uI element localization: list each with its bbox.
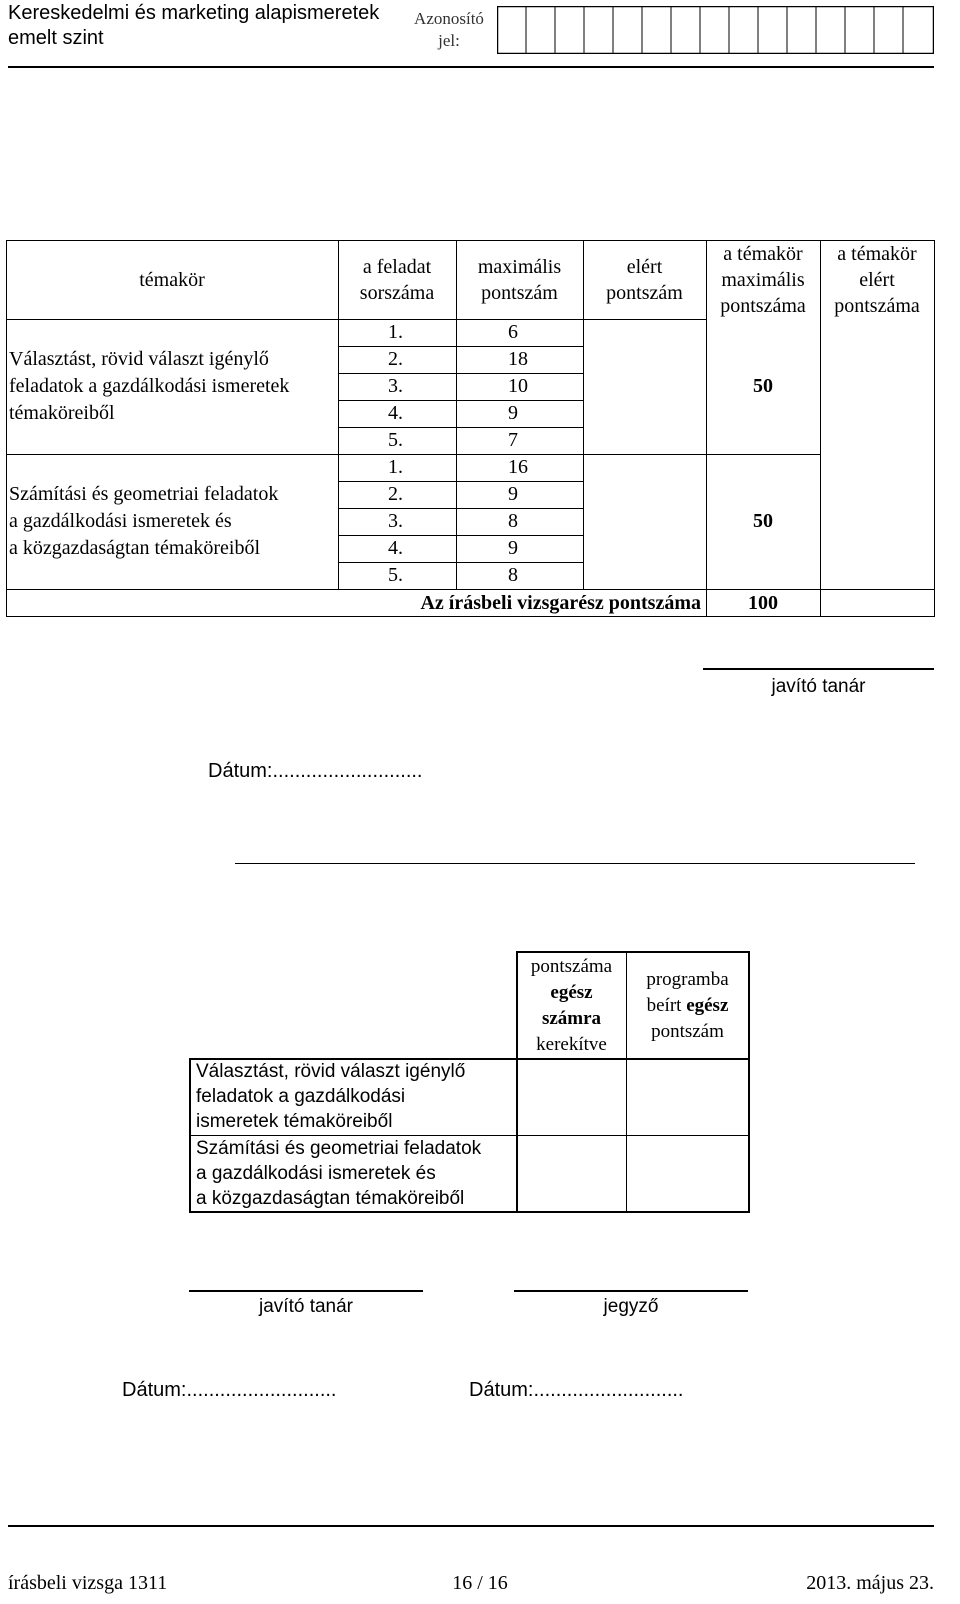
signature-line-left[interactable] [189, 1290, 423, 1292]
row1-label-1: Választást, rövid választ igénylő [196, 1061, 466, 1082]
table-cell: 1. [388, 456, 403, 478]
row2-rounded-score-field[interactable] [518, 1136, 626, 1211]
row2-label-1: Számítási és geometriai feladatok [196, 1138, 482, 1159]
group2-name-1: Számítási és geometriai feladatok [9, 483, 279, 505]
header-tmax-1: a témakör [723, 243, 803, 265]
summary-label: Az írásbeli vizsgarész pontszáma [420, 592, 701, 614]
page-number: 16 / 16 [452, 1572, 508, 1594]
signature-line[interactable] [703, 668, 934, 670]
id-label-line1: Azonosító [414, 9, 484, 28]
table-cell: 6 [508, 321, 518, 343]
table-cell: 3. [388, 510, 403, 532]
row1-program-score-field[interactable] [627, 1060, 748, 1135]
table-cell: 2. [388, 483, 403, 505]
table-cell: 7 [508, 429, 518, 451]
summary-value: 100 [748, 592, 778, 614]
col2-header-2 [627, 993, 748, 1019]
row2-label-2: a gazdálkodási ismeretek és [196, 1163, 436, 1184]
header-telert-2: elért [859, 269, 895, 291]
row1-label-3: ismeretek témaköreiből [196, 1111, 393, 1132]
table-cell: 16 [508, 456, 528, 478]
col1-header-4: kerekítve [536, 1034, 607, 1055]
signature-line-right[interactable] [514, 1290, 748, 1292]
table-cell: 9 [508, 537, 518, 559]
col1-header-1: pontszáma [530, 956, 613, 977]
signature-left-label: javító tanár [259, 1296, 353, 1317]
table-cell: 10 [508, 375, 528, 397]
header-telert-1: a témakör [837, 243, 917, 265]
col2-header-3: pontszám [651, 1021, 724, 1042]
table-cell: 18 [508, 348, 528, 370]
group1-total: 50 [753, 375, 773, 397]
header-temakor: témakör [139, 269, 205, 291]
date-field-right[interactable]: Dátum:........................... [469, 1379, 684, 1401]
group1-name-2: feladatok a gazdálkodási ismeretek [9, 375, 290, 397]
group1-name-1: Választást, rövid választ igénylő [9, 348, 269, 370]
header-title-line2: emelt szint [8, 27, 104, 49]
col2-header-1: programba [646, 969, 729, 990]
table-cell: 9 [508, 483, 518, 505]
table-cell: 3. [388, 375, 403, 397]
row2-label-3: a közgazdaságtan témaköreiből [196, 1188, 465, 1209]
table-cell: 5. [388, 564, 403, 586]
header-elert-1: elért [626, 256, 663, 278]
group1-name-3: témaköreiből [9, 402, 115, 424]
footer-rule [8, 1525, 934, 1527]
group2-total: 50 [753, 510, 773, 532]
row2-program-score-field[interactable] [627, 1136, 748, 1211]
table-cell: 1. [388, 321, 403, 343]
table-cell: 4. [388, 537, 403, 559]
header-title-line1: Kereskedelmi és marketing alapismeretek [8, 2, 380, 24]
col1-header-3: számra [541, 1008, 602, 1029]
signature-right-label: jegyző [603, 1296, 659, 1317]
row1-rounded-score-field[interactable] [518, 1060, 626, 1135]
group2-name-2: a gazdálkodási ismeretek és [9, 510, 232, 532]
date-field[interactable]: Dátum:........................... [208, 760, 423, 782]
header-feladat-1: a feladat [362, 256, 432, 278]
table-cell: 5. [388, 429, 403, 451]
header-rule [8, 66, 934, 68]
section-divider [235, 863, 915, 864]
header-telert-3: pontszáma [834, 295, 920, 317]
header-feladat-2: sorszáma [359, 282, 435, 304]
footer-right: 2013. május 23. [806, 1572, 934, 1594]
table-cell: 4. [388, 402, 403, 424]
col2-header-2b: egész [686, 995, 729, 1016]
col2-header-2a: beírt [646, 995, 687, 1016]
row1-label-2: feladatok a gazdálkodási [196, 1086, 406, 1107]
signature-label: javító tanár [771, 676, 866, 697]
group2-name-3: a közgazdaságtan témaköreiből [9, 537, 260, 559]
header-elert-2: pontszám [606, 282, 683, 304]
table-cell: 8 [508, 510, 518, 532]
id-label-line2: jel: [438, 31, 460, 50]
header-tmax-2: maximális [721, 269, 805, 291]
col1-header-2: egész [550, 982, 593, 1003]
id-boxes[interactable] [497, 6, 934, 54]
table-cell: 2. [388, 348, 403, 370]
table-cell: 9 [508, 402, 518, 424]
footer-left: írásbeli vizsga 1311 [8, 1572, 168, 1594]
header-max-2: pontszám [481, 282, 558, 304]
date-field-left[interactable]: Dátum:........................... [122, 1379, 337, 1401]
table-cell: 8 [508, 564, 518, 586]
header-tmax-3: pontszáma [720, 295, 806, 317]
header-max-1: maximális [477, 256, 562, 278]
